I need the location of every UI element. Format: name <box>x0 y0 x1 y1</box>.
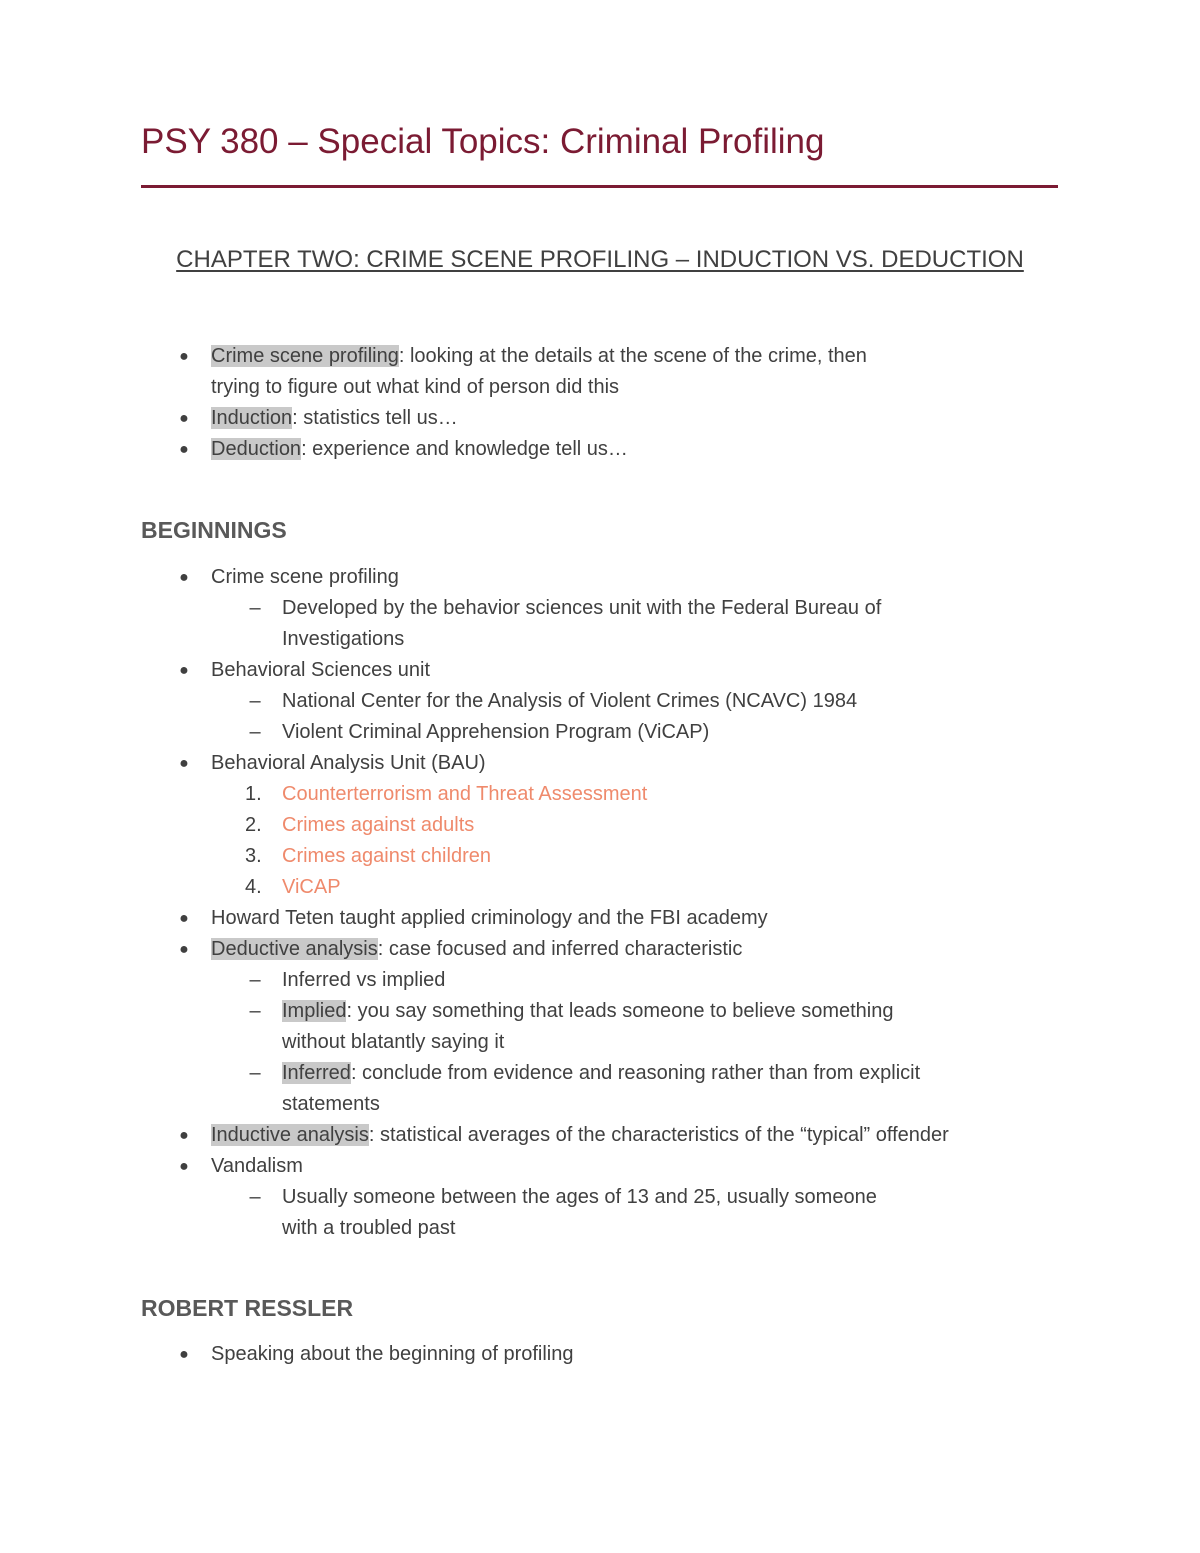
list-item-text: Howard Teten taught applied criminology and the FBI academy <box>211 907 768 929</box>
sub-list <box>141 686 1041 748</box>
section-heading-robert-ressler: ROBERT RESSLER <box>141 1295 354 1321</box>
sub-list-item <box>141 996 1041 1058</box>
numbered-list-item <box>141 779 1041 810</box>
dash-icon: – <box>249 969 261 991</box>
highlighted-term: Inductive analysis <box>211 1124 369 1146</box>
dash-icon: – <box>249 597 261 619</box>
numbered-item-text: Counterterrorism and Threat Assessment <box>282 783 648 805</box>
list-item-text: Speaking about the beginning of profiling <box>211 1343 574 1365</box>
numbered-list-item <box>141 872 1041 903</box>
sub-list <box>141 1182 1041 1244</box>
list-item <box>141 341 1041 403</box>
sub-list-item <box>141 593 1041 655</box>
bullet-icon: ● <box>179 348 189 365</box>
sub-list-item <box>141 1058 1041 1120</box>
highlighted-term: Deductive analysis <box>211 938 378 960</box>
definition-text: : looking at the details at the scene of the crime, then trying to figure out what kind of person did this <box>211 345 867 398</box>
sub-item-text: Inferred vs implied <box>282 969 446 991</box>
item-number: 2. <box>245 814 262 836</box>
list-item-text: Vandalism <box>211 1155 303 1177</box>
list-item <box>141 748 1041 903</box>
numbered-item-text: ViCAP <box>282 876 341 898</box>
numbered-list-item <box>141 810 1041 841</box>
numbered-list <box>141 779 1041 903</box>
definition-text: : you say something that leads someone to believe something without blatantly saying it <box>282 1000 894 1053</box>
sub-list-item <box>141 1182 1041 1244</box>
item-number: 4. <box>245 876 262 898</box>
ressler-list <box>141 1339 1041 1370</box>
definition-text: : experience and knowledge tell us… <box>301 438 628 460</box>
sub-item-text: Developed by the behavior sciences unit with the Federal Bureau of Investigations <box>282 597 882 650</box>
definition-text: : statistics tell us… <box>292 407 458 429</box>
list-item <box>141 903 1041 934</box>
definition-text: : case focused and inferred characteristic <box>377 938 743 960</box>
list-item-text: Behavioral Sciences unit <box>211 659 431 681</box>
title-divider <box>141 185 1058 188</box>
bullet-icon: ● <box>179 441 189 458</box>
item-number: 1. <box>245 783 262 805</box>
numbered-item-text: Crimes against children <box>282 845 491 867</box>
bullet-icon: ● <box>179 569 189 586</box>
list-item <box>141 934 1041 1120</box>
list-item <box>141 1151 1041 1244</box>
sub-list-item <box>141 717 1041 748</box>
dash-icon: – <box>249 690 261 712</box>
numbered-list-item <box>141 841 1041 872</box>
sub-item-text: Usually someone between the ages of 13 and 25, usually someone with a troubled past <box>282 1186 877 1239</box>
highlighted-term: Deduction <box>211 438 302 460</box>
sub-list <box>141 593 1041 655</box>
dash-icon: – <box>249 721 261 743</box>
bullet-icon: ● <box>179 662 189 679</box>
list-item <box>141 1120 1041 1151</box>
sub-list <box>141 965 1041 1120</box>
list-item <box>141 403 1041 434</box>
chapter-heading: CHAPTER TWO: CRIME SCENE PROFILING – INDUCTION VS. DEDUCTION <box>176 246 1024 273</box>
highlighted-term: Inferred <box>282 1062 351 1084</box>
highlighted-term: Crime scene profiling <box>211 345 399 367</box>
list-item <box>141 434 1041 465</box>
numbered-item-text: Crimes against adults <box>282 814 475 836</box>
bullet-icon: ● <box>179 1346 189 1363</box>
list-item-text: Crime scene profiling <box>211 566 399 588</box>
dash-icon: – <box>249 1186 261 1208</box>
highlighted-term: Induction <box>211 407 293 429</box>
definition-text: : conclude from evidence and reasoning rather than from explicit statements <box>282 1062 921 1115</box>
bullet-icon: ● <box>179 755 189 772</box>
definition-text: : statistical averages of the characteristics of the “typical” offender <box>368 1124 949 1146</box>
bullet-icon: ● <box>179 1158 189 1175</box>
intro-list <box>141 341 1041 465</box>
sub-list-item <box>141 686 1041 717</box>
bullet-icon: ● <box>179 910 189 927</box>
beginnings-list <box>141 562 1041 1244</box>
highlighted-term: Implied <box>282 1000 347 1022</box>
list-item <box>141 562 1041 655</box>
bullet-icon: ● <box>179 941 189 958</box>
dash-icon: – <box>249 1000 261 1022</box>
bullet-icon: ● <box>179 410 189 427</box>
item-number: 3. <box>245 845 262 867</box>
list-item <box>141 655 1041 748</box>
dash-icon: – <box>249 1062 261 1084</box>
sub-item-text: National Center for the Analysis of Violent Crimes (NCAVC) 1984 <box>282 690 858 712</box>
sub-list-item <box>141 965 1041 996</box>
bullet-icon: ● <box>179 1127 189 1144</box>
list-item <box>141 1339 1041 1370</box>
sub-item-text: Violent Criminal Apprehension Program (ViCAP) <box>282 721 710 743</box>
list-item-text: Behavioral Analysis Unit (BAU) <box>211 752 486 774</box>
section-heading-beginnings: BEGINNINGS <box>141 517 287 543</box>
document-title: PSY 380 – Special Topics: Criminal Profiling <box>141 122 825 161</box>
